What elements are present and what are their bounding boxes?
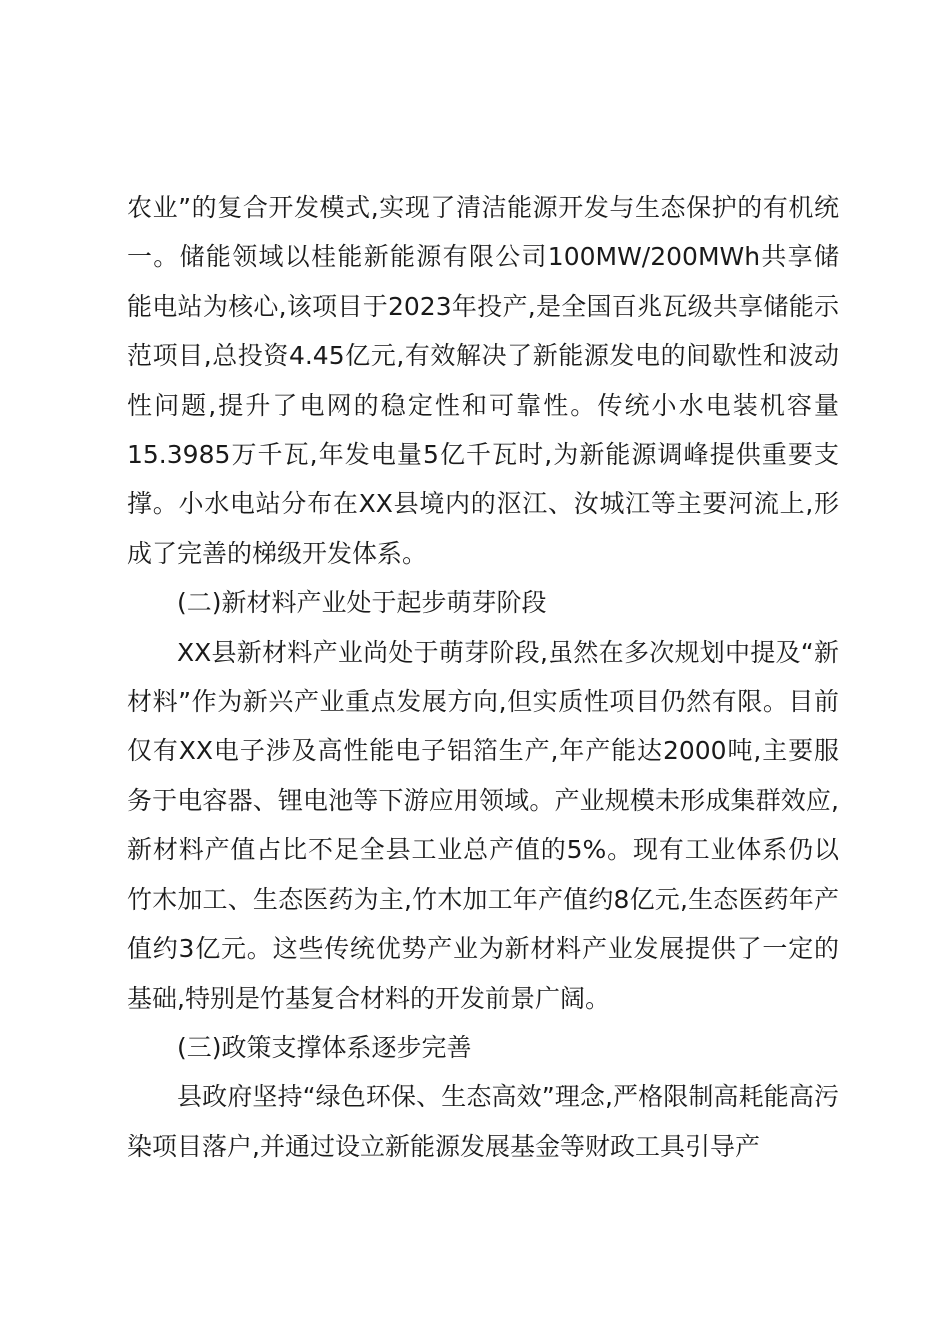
document-body (127, 183, 839, 1171)
section-heading-new-materials: (二)新材料产业处于起步萌芽阶段 (177, 588, 547, 618)
paragraph-policy-support: 县政府坚持“绿色环保、生态高效”理念,严格限制高耗能高污染项目落户,并通过设立新能源发展基金等财政工具引导产 (127, 1082, 839, 1161)
paragraph-energy-continuation: 农业”的复合开发模式,实现了清洁能源开发与生态保护的有机统一。储能领域以桂能新能源有限公司100MW/200MWh共享储能电站为核心,该项目于2023年投产,是全国百兆瓦级共享储能示范项目,总投资4.45亿元,有效解决了新能源发电的间歇性和波动性问题,提升了电网的稳定性和可靠性。传统小水电装机容量15.3985万千瓦,年发电量5亿千瓦时,为新能源调峰提供重要支撑。小水电站分布在XX县境内的沤江、汝城江等主要河流上,形成了完善的梯级开发体系。 (127, 193, 839, 568)
paragraph-new-materials: XX县新材料产业尚处于萌芽阶段,虽然在多次规划中提及“新材料”作为新兴产业重点发展方向,但实质性项目仍然有限。目前仅有XX电子涉及高性能电子铝箔生产,年产能达2000吨,主要服务于电容器、锂电池等下游应用领域。产业规模未形成集群效应,新材料产值占比不足全县工业总产值的5%。现有工业体系仍以竹木加工、生态医药为主,竹木加工年产值约8亿元,生态医药年产值约3亿元。这些传统优势产业为新材料产业发展提供了一定的基础,特别是竹基复合材料的开发前景广阔。 (127, 637, 839, 1013)
section-heading-policy-support: (三)政策支撑体系逐步完善 (177, 1032, 472, 1062)
